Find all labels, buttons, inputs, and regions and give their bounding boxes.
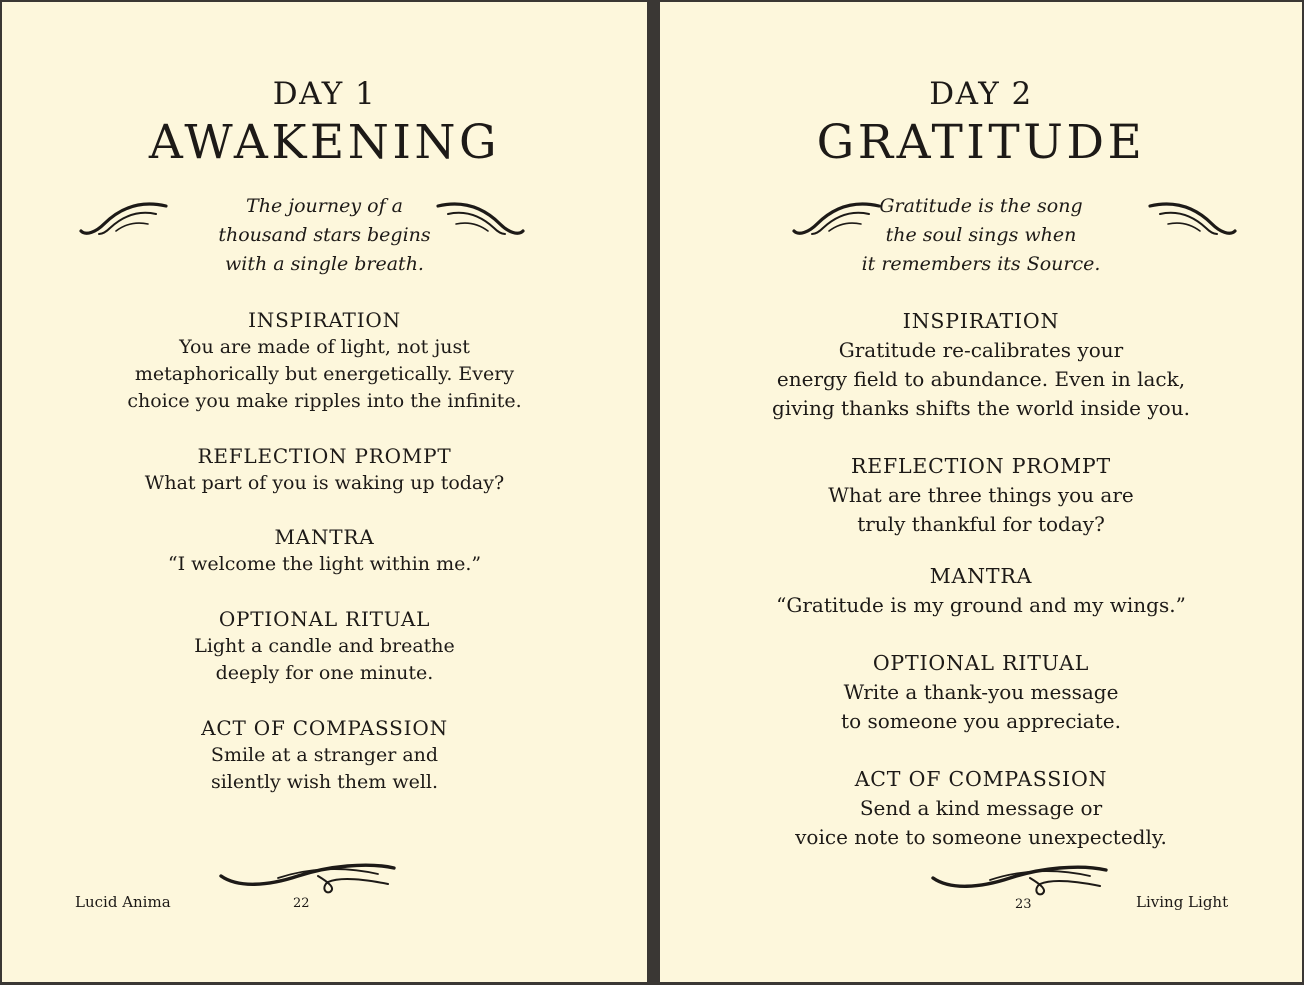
flourish-right-icon (434, 198, 526, 242)
section-line: What part of you is waking up today? (144, 472, 505, 494)
section-heading: REFLECTION PROMPT (197, 444, 452, 468)
quote-line: Gratitude is the song (879, 195, 1083, 217)
section-reflection-prompt (660, 452, 1302, 539)
section-line: voice note to someone unexpectedly. (795, 825, 1167, 849)
epigraph-quote (2, 192, 647, 279)
section-act-of-compassion (2, 715, 647, 796)
section-line: choice you make ripples into the infinite. (127, 390, 522, 412)
section-line: “I welcome the light within me.” (167, 553, 482, 575)
section-line: energy field to abundance. Even in lack, (776, 367, 1186, 391)
section-line: Send a kind message or (859, 796, 1103, 820)
section-heading: INSPIRATION (902, 309, 1060, 333)
section-inspiration (2, 307, 647, 415)
left-page (2, 2, 647, 982)
section-heading: OPTIONAL RITUAL (872, 651, 1090, 675)
section-optional-ritual (660, 649, 1302, 736)
page-title: AWAKENING (148, 115, 501, 170)
quote-line: with a single breath. (225, 253, 424, 275)
section-heading: INSPIRATION (248, 308, 401, 332)
section-heading: MANTRA (274, 525, 375, 549)
section-heading: REFLECTION PROMPT (850, 454, 1111, 478)
section-reflection-prompt (2, 443, 647, 497)
section-heading: ACT OF COMPASSION (201, 716, 448, 740)
day-label: DAY 1 (272, 76, 377, 112)
section-line: You are made of light, not just (179, 336, 470, 358)
section-line: Write a thank-you message (843, 680, 1119, 704)
section-line: giving thanks shifts the world inside you. (772, 396, 1190, 420)
section-inspiration (660, 307, 1302, 423)
section-line: Smile at a stranger and (210, 744, 439, 766)
section-heading: MANTRA (929, 564, 1033, 588)
section-mantra (660, 562, 1302, 620)
section-line: metaphorically but energetically. Every (134, 363, 515, 385)
section-mantra (2, 524, 647, 578)
page-number: 22 (293, 896, 310, 911)
right-page (660, 2, 1302, 982)
section-line: to someone you appreciate. (841, 709, 1121, 733)
page-title: GRATITUDE (816, 115, 1146, 170)
section-line: Light a candle and breathe (194, 635, 455, 657)
section-line: Gratitude re-calibrates your (838, 338, 1124, 362)
section-line: “Gratitude is my ground and my wings.” (776, 593, 1186, 617)
flourish-footer-icon (218, 856, 398, 896)
flourish-footer-icon (930, 858, 1110, 898)
section-line: silently wish them well. (210, 771, 439, 793)
page-number: 23 (1015, 897, 1032, 912)
section-line: truly thankful for today? (857, 512, 1105, 536)
quote-line: The journey of a (246, 195, 403, 217)
section-line: deeply for one minute. (215, 662, 434, 684)
section-heading: OPTIONAL RITUAL (218, 607, 431, 631)
section-act-of-compassion (660, 765, 1302, 852)
quote-line: thousand stars begins (218, 224, 431, 246)
day-label: DAY 2 (929, 76, 1033, 112)
footer-book-title: Living Light (1136, 893, 1229, 911)
section-heading: ACT OF COMPASSION (854, 767, 1108, 791)
section-line: What are three things you are (828, 483, 1134, 507)
quote-line: it remembers its Source. (861, 253, 1101, 275)
footer-book-title: Lucid Anima (75, 893, 171, 911)
flourish-right-icon (1146, 198, 1238, 242)
section-optional-ritual (2, 606, 647, 687)
quote-line: the soul sings when (885, 224, 1077, 246)
